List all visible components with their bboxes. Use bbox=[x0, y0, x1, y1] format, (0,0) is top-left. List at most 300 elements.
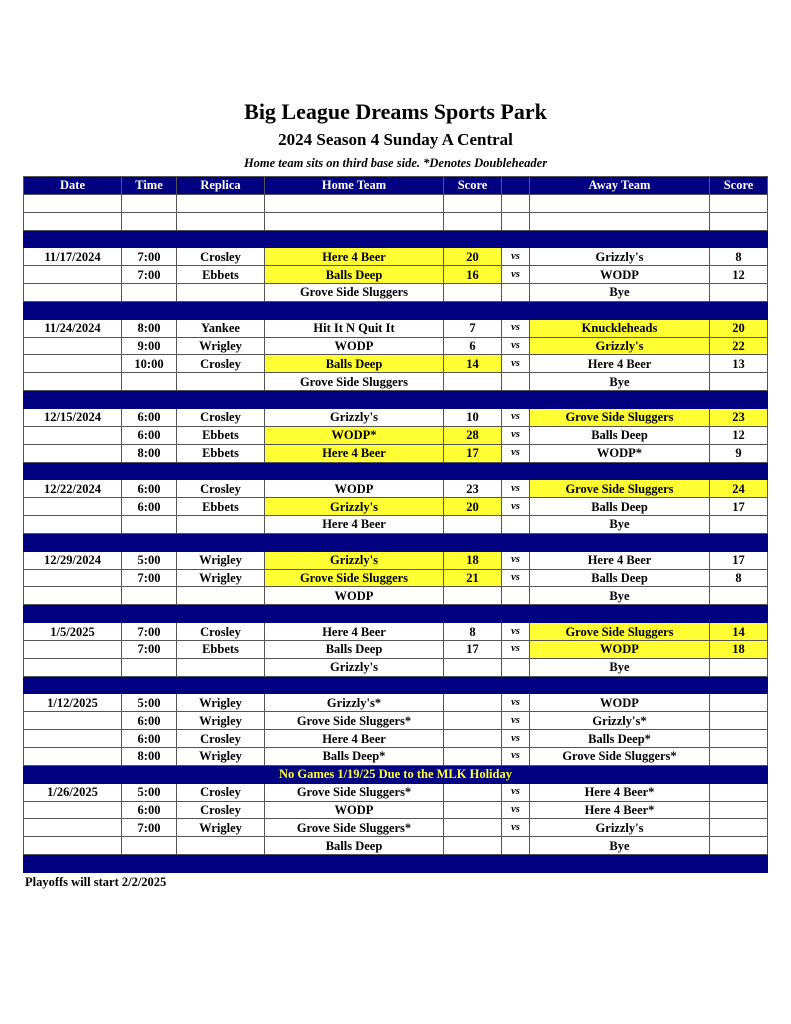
time-cell: 6:00 bbox=[122, 480, 177, 498]
time-cell: 6:00 bbox=[122, 408, 177, 426]
away-score-cell bbox=[710, 819, 768, 837]
empty-cell bbox=[530, 230, 710, 248]
empty-cell bbox=[24, 533, 122, 551]
replica-cell: Crosley bbox=[177, 730, 265, 748]
away-team-cell: Bye bbox=[530, 837, 710, 855]
away-score-cell: 22 bbox=[710, 337, 768, 355]
game-row bbox=[24, 516, 768, 534]
empty-cell bbox=[177, 462, 265, 480]
replica-cell: Wrigley bbox=[177, 569, 265, 587]
vs-cell: vs bbox=[502, 623, 530, 641]
empty-cell bbox=[530, 301, 710, 319]
header-away-score: Score bbox=[710, 177, 768, 195]
empty-cell bbox=[710, 230, 768, 248]
date-cell: 11/17/2024 bbox=[24, 248, 122, 266]
away-team-cell: Bye bbox=[530, 587, 710, 605]
date-cell bbox=[24, 819, 122, 837]
time-cell: 8:00 bbox=[122, 319, 177, 337]
home-score-cell: 17 bbox=[444, 444, 502, 462]
date-cell bbox=[24, 426, 122, 444]
empty-cell bbox=[502, 230, 530, 248]
empty-cell bbox=[502, 676, 530, 694]
away-team-cell: Grizzly's bbox=[530, 337, 710, 355]
empty-cell bbox=[710, 855, 768, 873]
away-score-cell: 14 bbox=[710, 623, 768, 641]
game-row bbox=[24, 426, 768, 444]
empty-cell bbox=[710, 391, 768, 409]
empty-cell bbox=[265, 301, 444, 319]
game-row bbox=[24, 819, 768, 837]
separator-row bbox=[24, 230, 768, 248]
home-score-cell bbox=[444, 712, 502, 730]
time-cell: 6:00 bbox=[122, 712, 177, 730]
away-team-cell: Grove Side Sluggers bbox=[530, 480, 710, 498]
away-score-cell bbox=[710, 516, 768, 534]
replica-cell: Ebbets bbox=[177, 426, 265, 444]
game-row bbox=[24, 480, 768, 498]
time-cell: 7:00 bbox=[122, 819, 177, 837]
home-score-cell: 6 bbox=[444, 337, 502, 355]
replica-cell: Wrigley bbox=[177, 712, 265, 730]
empty-cell bbox=[177, 676, 265, 694]
empty-cell bbox=[502, 194, 530, 212]
blank-row bbox=[24, 194, 768, 212]
home-team-cell: Grizzly's bbox=[265, 658, 444, 676]
empty-cell bbox=[265, 391, 444, 409]
date-cell: 1/5/2025 bbox=[24, 623, 122, 641]
away-score-cell bbox=[710, 694, 768, 712]
empty-cell bbox=[177, 194, 265, 212]
header-date: Date bbox=[24, 177, 122, 195]
vs-cell: vs bbox=[502, 712, 530, 730]
replica-cell: Wrigley bbox=[177, 819, 265, 837]
time-cell: 5:00 bbox=[122, 694, 177, 712]
empty-cell bbox=[710, 533, 768, 551]
empty-cell bbox=[710, 194, 768, 212]
home-team-cell: Grove Side Sluggers* bbox=[265, 819, 444, 837]
away-team-cell: Here 4 Beer bbox=[530, 355, 710, 373]
away-score-cell: 17 bbox=[710, 498, 768, 516]
replica-cell: Crosley bbox=[177, 355, 265, 373]
empty-cell bbox=[502, 605, 530, 623]
game-row bbox=[24, 712, 768, 730]
away-score-cell bbox=[710, 373, 768, 391]
empty-cell bbox=[122, 212, 177, 230]
away-score-cell: 13 bbox=[710, 355, 768, 373]
empty-cell bbox=[444, 230, 502, 248]
home-score-cell: 21 bbox=[444, 569, 502, 587]
empty-cell bbox=[530, 212, 710, 230]
date-cell: 11/24/2024 bbox=[24, 319, 122, 337]
empty-cell bbox=[24, 605, 122, 623]
table-body bbox=[24, 194, 768, 872]
away-team-cell: Grove Side Sluggers bbox=[530, 623, 710, 641]
replica-cell: Crosley bbox=[177, 408, 265, 426]
replica-cell bbox=[177, 658, 265, 676]
home-team-cell: Balls Deep bbox=[265, 837, 444, 855]
home-team-cell: WODP bbox=[265, 801, 444, 819]
time-cell: 6:00 bbox=[122, 730, 177, 748]
home-team-cell: WODP* bbox=[265, 426, 444, 444]
vs-cell bbox=[502, 373, 530, 391]
game-row bbox=[24, 373, 768, 391]
vs-cell: vs bbox=[502, 408, 530, 426]
away-team-cell: Grove Side Sluggers bbox=[530, 408, 710, 426]
away-score-cell bbox=[710, 658, 768, 676]
empty-cell bbox=[24, 391, 122, 409]
date-cell: 1/12/2025 bbox=[24, 694, 122, 712]
vs-cell: vs bbox=[502, 748, 530, 766]
away-score-cell: 18 bbox=[710, 640, 768, 658]
away-team-cell: Knuckleheads bbox=[530, 319, 710, 337]
empty-cell bbox=[530, 194, 710, 212]
away-score-cell: 8 bbox=[710, 248, 768, 266]
home-score-cell bbox=[444, 373, 502, 391]
empty-cell bbox=[177, 533, 265, 551]
empty-cell bbox=[265, 855, 444, 873]
empty-cell bbox=[177, 230, 265, 248]
empty-cell bbox=[444, 855, 502, 873]
date-cell bbox=[24, 712, 122, 730]
home-score-cell bbox=[444, 516, 502, 534]
empty-cell bbox=[122, 462, 177, 480]
separator-row bbox=[24, 462, 768, 480]
time-cell: 6:00 bbox=[122, 801, 177, 819]
empty-cell bbox=[24, 855, 122, 873]
home-score-cell: 20 bbox=[444, 248, 502, 266]
game-row bbox=[24, 551, 768, 569]
empty-cell bbox=[265, 194, 444, 212]
vs-cell: vs bbox=[502, 444, 530, 462]
vs-cell: vs bbox=[502, 319, 530, 337]
home-team-cell: Hit It N Quit It bbox=[265, 319, 444, 337]
separator-row bbox=[24, 301, 768, 319]
time-cell: 7:00 bbox=[122, 569, 177, 587]
empty-cell bbox=[122, 230, 177, 248]
empty-cell bbox=[122, 533, 177, 551]
replica-cell: Crosley bbox=[177, 248, 265, 266]
vs-cell bbox=[502, 284, 530, 302]
empty-cell bbox=[24, 230, 122, 248]
replica-cell: Ebbets bbox=[177, 266, 265, 284]
date-cell bbox=[24, 801, 122, 819]
empty-cell bbox=[444, 391, 502, 409]
vs-cell: vs bbox=[502, 498, 530, 516]
vs-cell: vs bbox=[502, 694, 530, 712]
home-score-cell: 10 bbox=[444, 408, 502, 426]
vs-cell: vs bbox=[502, 248, 530, 266]
game-row bbox=[24, 783, 768, 801]
home-score-cell: 28 bbox=[444, 426, 502, 444]
home-team-cell: Grove Side Sluggers* bbox=[265, 783, 444, 801]
date-cell bbox=[24, 355, 122, 373]
home-team-cell: Grizzly's bbox=[265, 408, 444, 426]
away-score-cell: 9 bbox=[710, 444, 768, 462]
home-team-cell: Here 4 Beer bbox=[265, 730, 444, 748]
replica-cell: Ebbets bbox=[177, 444, 265, 462]
date-cell bbox=[24, 587, 122, 605]
holiday-note-row bbox=[24, 765, 768, 783]
game-row bbox=[24, 266, 768, 284]
game-row bbox=[24, 837, 768, 855]
empty-cell bbox=[265, 533, 444, 551]
header-time: Time bbox=[122, 177, 177, 195]
away-score-cell: 8 bbox=[710, 569, 768, 587]
replica-cell: Crosley bbox=[177, 623, 265, 641]
header-replica: Replica bbox=[177, 177, 265, 195]
away-score-cell bbox=[710, 587, 768, 605]
blank-row bbox=[24, 212, 768, 230]
empty-cell bbox=[444, 194, 502, 212]
vs-cell: vs bbox=[502, 266, 530, 284]
home-score-cell: 14 bbox=[444, 355, 502, 373]
game-row bbox=[24, 284, 768, 302]
home-team-cell: Grove Side Sluggers bbox=[265, 373, 444, 391]
empty-cell bbox=[122, 194, 177, 212]
time-cell bbox=[122, 373, 177, 391]
home-team-cell: Grove Side Sluggers bbox=[265, 284, 444, 302]
replica-cell bbox=[177, 837, 265, 855]
date-cell bbox=[24, 658, 122, 676]
home-score-cell bbox=[444, 837, 502, 855]
home-team-cell: Here 4 Beer bbox=[265, 444, 444, 462]
away-score-cell bbox=[710, 748, 768, 766]
game-row bbox=[24, 658, 768, 676]
time-cell: 7:00 bbox=[122, 248, 177, 266]
vs-cell: vs bbox=[502, 355, 530, 373]
home-team-cell: Here 4 Beer bbox=[265, 623, 444, 641]
home-team-cell: Balls Deep* bbox=[265, 748, 444, 766]
time-cell: 7:00 bbox=[122, 266, 177, 284]
home-team-cell: Balls Deep bbox=[265, 266, 444, 284]
empty-cell bbox=[710, 212, 768, 230]
away-team-cell: Bye bbox=[530, 658, 710, 676]
separator-row bbox=[24, 676, 768, 694]
away-team-cell: Grizzly's bbox=[530, 819, 710, 837]
replica-cell: Crosley bbox=[177, 783, 265, 801]
replica-cell: Ebbets bbox=[177, 640, 265, 658]
empty-cell bbox=[444, 533, 502, 551]
separator-row bbox=[24, 605, 768, 623]
empty-cell bbox=[24, 676, 122, 694]
home-team-cell: Grizzly's bbox=[265, 551, 444, 569]
vs-cell bbox=[502, 587, 530, 605]
replica-cell: Crosley bbox=[177, 480, 265, 498]
away-score-cell: 12 bbox=[710, 266, 768, 284]
time-cell bbox=[122, 837, 177, 855]
date-cell bbox=[24, 337, 122, 355]
away-team-cell: Bye bbox=[530, 284, 710, 302]
schedule-table bbox=[23, 176, 768, 873]
empty-cell bbox=[177, 855, 265, 873]
home-team-cell: WODP bbox=[265, 337, 444, 355]
away-team-cell: Here 4 Beer* bbox=[530, 801, 710, 819]
vs-cell bbox=[502, 516, 530, 534]
game-row bbox=[24, 355, 768, 373]
header-home-score: Score bbox=[444, 177, 502, 195]
empty-cell bbox=[24, 194, 122, 212]
home-score-cell: 17 bbox=[444, 640, 502, 658]
empty-cell bbox=[24, 301, 122, 319]
home-score-cell bbox=[444, 783, 502, 801]
away-team-cell: Grizzly's bbox=[530, 248, 710, 266]
home-score-cell bbox=[444, 694, 502, 712]
empty-cell bbox=[24, 462, 122, 480]
header-away-team: Away Team bbox=[530, 177, 710, 195]
replica-cell bbox=[177, 516, 265, 534]
home-score-cell: 18 bbox=[444, 551, 502, 569]
home-score-cell bbox=[444, 801, 502, 819]
empty-cell bbox=[444, 301, 502, 319]
replica-cell bbox=[177, 587, 265, 605]
home-team-cell: Balls Deep bbox=[265, 640, 444, 658]
time-cell: 5:00 bbox=[122, 783, 177, 801]
date-cell: 12/22/2024 bbox=[24, 480, 122, 498]
empty-cell bbox=[122, 301, 177, 319]
date-cell bbox=[24, 640, 122, 658]
away-score-cell: 24 bbox=[710, 480, 768, 498]
replica-cell: Wrigley bbox=[177, 337, 265, 355]
home-team-cell: Grove Side Sluggers bbox=[265, 569, 444, 587]
away-team-cell: Balls Deep* bbox=[530, 730, 710, 748]
empty-cell bbox=[122, 605, 177, 623]
page-subtitle: 2024 Season 4 Sunday A Central bbox=[278, 130, 513, 149]
empty-cell bbox=[710, 462, 768, 480]
time-cell: 7:00 bbox=[122, 640, 177, 658]
empty-cell bbox=[444, 462, 502, 480]
time-cell: 8:00 bbox=[122, 748, 177, 766]
date-cell: 1/26/2025 bbox=[24, 783, 122, 801]
empty-cell bbox=[444, 676, 502, 694]
home-team-cell: WODP bbox=[265, 587, 444, 605]
home-score-cell bbox=[444, 748, 502, 766]
game-row bbox=[24, 587, 768, 605]
game-row bbox=[24, 694, 768, 712]
empty-cell bbox=[177, 391, 265, 409]
away-team-cell: Here 4 Beer* bbox=[530, 783, 710, 801]
away-team-cell: WODP bbox=[530, 266, 710, 284]
replica-cell: Crosley bbox=[177, 801, 265, 819]
date-cell: 12/15/2024 bbox=[24, 408, 122, 426]
time-cell: 10:00 bbox=[122, 355, 177, 373]
empty-cell bbox=[710, 676, 768, 694]
game-row bbox=[24, 444, 768, 462]
home-score-cell bbox=[444, 284, 502, 302]
separator-row bbox=[24, 855, 768, 873]
replica-cell bbox=[177, 373, 265, 391]
away-score-cell: 20 bbox=[710, 319, 768, 337]
away-team-cell: WODP bbox=[530, 694, 710, 712]
page-title: Big League Dreams Sports Park bbox=[244, 99, 547, 124]
home-score-cell: 7 bbox=[444, 319, 502, 337]
empty-cell bbox=[530, 676, 710, 694]
game-row bbox=[24, 640, 768, 658]
vs-cell bbox=[502, 658, 530, 676]
away-score-cell bbox=[710, 783, 768, 801]
home-score-cell: 23 bbox=[444, 480, 502, 498]
away-team-cell: Balls Deep bbox=[530, 426, 710, 444]
away-score-cell: 12 bbox=[710, 426, 768, 444]
empty-cell bbox=[502, 212, 530, 230]
empty-cell bbox=[265, 212, 444, 230]
date-cell bbox=[24, 837, 122, 855]
date-cell bbox=[24, 373, 122, 391]
playoffs-note: Playoffs will start 2/2/2025 bbox=[25, 875, 167, 889]
empty-cell bbox=[710, 301, 768, 319]
schedule-note: Home team sits on third base side. *Denotes Doubleheader bbox=[243, 156, 548, 170]
replica-cell: Yankee bbox=[177, 319, 265, 337]
empty-cell bbox=[530, 855, 710, 873]
home-team-cell: WODP bbox=[265, 480, 444, 498]
away-score-cell bbox=[710, 730, 768, 748]
game-row bbox=[24, 337, 768, 355]
away-team-cell: Grizzly's* bbox=[530, 712, 710, 730]
empty-cell bbox=[530, 533, 710, 551]
empty-cell bbox=[177, 605, 265, 623]
time-cell: 5:00 bbox=[122, 551, 177, 569]
home-score-cell bbox=[444, 587, 502, 605]
empty-cell bbox=[710, 605, 768, 623]
home-score-cell: 16 bbox=[444, 266, 502, 284]
time-cell: 7:00 bbox=[122, 623, 177, 641]
vs-cell: vs bbox=[502, 480, 530, 498]
home-team-cell: Grizzly's* bbox=[265, 694, 444, 712]
empty-cell bbox=[177, 301, 265, 319]
home-score-cell: 8 bbox=[444, 623, 502, 641]
time-cell: 9:00 bbox=[122, 337, 177, 355]
game-row bbox=[24, 730, 768, 748]
vs-cell: vs bbox=[502, 819, 530, 837]
separator-row bbox=[24, 391, 768, 409]
game-row bbox=[24, 319, 768, 337]
date-cell bbox=[24, 498, 122, 516]
vs-cell: vs bbox=[502, 640, 530, 658]
game-row bbox=[24, 248, 768, 266]
away-score-cell bbox=[710, 284, 768, 302]
home-team-cell: Grove Side Sluggers* bbox=[265, 712, 444, 730]
date-cell bbox=[24, 266, 122, 284]
vs-cell bbox=[502, 837, 530, 855]
date-cell bbox=[24, 748, 122, 766]
empty-cell bbox=[444, 605, 502, 623]
empty-cell bbox=[24, 212, 122, 230]
separator-row bbox=[24, 533, 768, 551]
date-cell bbox=[24, 444, 122, 462]
empty-cell bbox=[530, 391, 710, 409]
empty-cell bbox=[265, 676, 444, 694]
empty-cell bbox=[122, 676, 177, 694]
time-cell bbox=[122, 587, 177, 605]
replica-cell: Wrigley bbox=[177, 748, 265, 766]
time-cell: 8:00 bbox=[122, 444, 177, 462]
away-score-cell bbox=[710, 801, 768, 819]
date-cell bbox=[24, 516, 122, 534]
away-team-cell: WODP* bbox=[530, 444, 710, 462]
replica-cell: Wrigley bbox=[177, 551, 265, 569]
home-team-cell: Grizzly's bbox=[265, 498, 444, 516]
vs-cell: vs bbox=[502, 783, 530, 801]
replica-cell: Ebbets bbox=[177, 498, 265, 516]
away-team-cell: Here 4 Beer bbox=[530, 551, 710, 569]
empty-cell bbox=[502, 301, 530, 319]
header-vs bbox=[502, 177, 530, 195]
table-header bbox=[24, 177, 768, 195]
away-score-cell: 17 bbox=[710, 551, 768, 569]
game-row bbox=[24, 408, 768, 426]
vs-cell: vs bbox=[502, 730, 530, 748]
date-cell bbox=[24, 284, 122, 302]
empty-cell bbox=[444, 212, 502, 230]
